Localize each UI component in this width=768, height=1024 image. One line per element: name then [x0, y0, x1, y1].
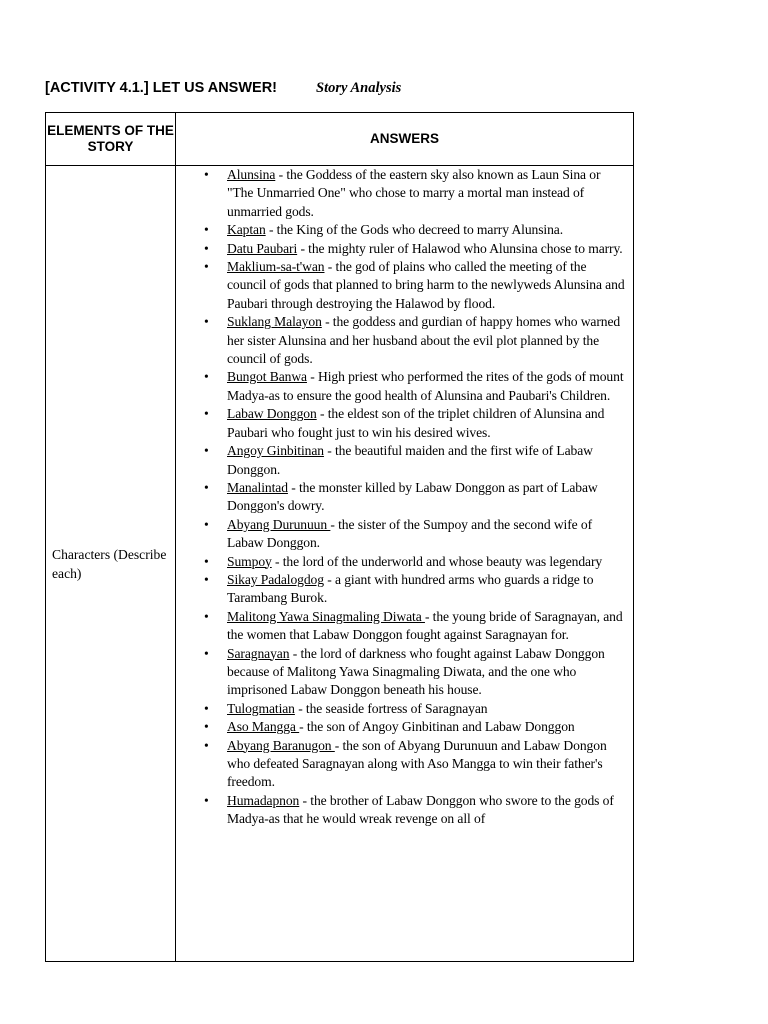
table-header-row	[46, 113, 634, 166]
table-row-characters	[46, 166, 634, 962]
character-name: Maklium-sa-t'wan	[227, 259, 325, 275]
bullet-icon: •	[204, 608, 209, 624]
bullet-icon: •	[204, 443, 209, 459]
activity-heading	[45, 80, 402, 97]
list-item	[176, 553, 633, 571]
character-description: - the sister of the Sumpoy and the second wife of Labaw Donggon.	[227, 516, 593, 551]
list-item	[176, 166, 633, 221]
header-answers: ANSWERS	[176, 113, 634, 166]
character-description: - the lord of darkness who fought against Labaw Donggon because of Malitong Yawa Sinagmaling Diwata, and the one who imprisoned Labaw Donggon beneath his house.	[227, 645, 605, 698]
list-item	[176, 645, 633, 700]
list-item	[176, 792, 633, 829]
list-item	[176, 571, 633, 608]
character-description: - the son of Angoy Ginbitinan and Labaw Donggon	[299, 719, 575, 735]
row-label-characters: Characters (Describe each)	[46, 166, 176, 962]
bullet-icon: •	[204, 737, 209, 753]
character-description: - the goddess and gurdian of happy homes who warned her sister Alunsina and her husband about the evil plot planned by the council of gods.	[227, 314, 621, 367]
character-name: Suklang Malayon	[227, 314, 322, 330]
character-description: - the brother of Labaw Donggon who swore to the gods of Madya-as that he would wreak revenge on all of	[227, 792, 614, 827]
character-name: Manalintad	[227, 479, 288, 495]
bullet-icon: •	[204, 571, 209, 587]
character-description: - the beautiful maiden and the first wife of Labaw Donggon.	[227, 443, 593, 477]
bullet-icon: •	[204, 700, 209, 716]
character-description: - the lord of the underworld and whose beauty was legendary	[271, 553, 603, 569]
bullet-icon: •	[204, 645, 209, 661]
character-name: Angoy Ginbitinan	[227, 443, 324, 459]
bullet-icon: •	[204, 553, 209, 569]
character-name: Malitong Yawa Sinagmaling Diwata	[227, 608, 425, 624]
character-name: Abyang Durunuun	[227, 516, 331, 532]
character-description: - the King of the Gods who decreed to marry Alunsina.	[265, 222, 564, 238]
character-description: - the mighty ruler of Halawod who Alunsina chose to marry.	[297, 240, 623, 256]
character-description: - the monster killed by Labaw Donggon as part of Labaw Donggon's dowry.	[227, 479, 598, 514]
character-name: Bungot Banwa	[227, 369, 307, 385]
list-item	[176, 240, 633, 258]
character-name: Labaw Donggon	[227, 406, 317, 422]
header-elements-of-the-story: ELEMENTS OF THE STORY	[46, 113, 176, 166]
bullet-icon: •	[204, 259, 209, 275]
character-description: - the Goddess of the eastern sky also known as Laun Sina or "The Unmarried One" who chose to marry a mortal man instead of unmarried gods.	[227, 167, 601, 219]
bullet-icon: •	[204, 222, 209, 238]
bullet-icon: •	[204, 719, 209, 735]
character-description: - the god of plains who called the meeting of the council of gods that planned to bring harm to the newlyweds Alunsina and Paubari through destroying the Halawod by flood.	[227, 259, 625, 311]
list-item	[176, 479, 633, 516]
list-item	[176, 718, 633, 736]
character-description: - the eldest son of the triplet children of Alunsina and Paubari who fought just to win his desired wives.	[227, 406, 605, 440]
character-name: Abyang Baranugon	[227, 737, 335, 753]
character-description: - High priest who performed the rites of the gods of mount Madya-as to ensure the good health of Alunsina and Paubari's Children.	[227, 369, 624, 403]
story-analysis-table	[45, 112, 634, 962]
character-name: Humadapnon	[227, 792, 300, 808]
bullet-icon: •	[204, 167, 209, 182]
character-description: - the son of Abyang Durunuun and Labaw Dongon who defeated Saragnayan along with Aso Mangga to win their father's freedom.	[227, 737, 607, 790]
answers-cell	[176, 166, 634, 962]
bullet-icon: •	[204, 516, 209, 532]
activity-title: [ACTIVITY 4.1.] LET US ANSWER!	[45, 80, 278, 96]
character-name: Datu Paubari	[227, 240, 298, 256]
character-description: - a giant with hundred arms who guards a ridge to Tarambang Burok.	[227, 571, 594, 606]
list-item	[176, 258, 633, 313]
character-name: Kaptan	[227, 222, 266, 238]
bullet-icon: •	[204, 369, 209, 385]
character-name: Alunsina	[227, 167, 276, 182]
character-name: Sikay Padalogdog	[227, 571, 324, 587]
list-item	[176, 368, 633, 405]
list-item	[176, 221, 633, 239]
list-item	[176, 442, 633, 479]
character-description: - the seaside fortress of Saragnayan	[294, 700, 488, 716]
character-description: - the young bride of Saragnayan, and the women that Labaw Donggon fought against Saragnayan for.	[227, 608, 623, 643]
character-name: Aso Mangga	[227, 719, 300, 735]
character-name: Sumpoy	[227, 553, 272, 569]
bullet-icon: •	[204, 792, 209, 808]
list-item	[176, 405, 633, 442]
bullet-icon: •	[204, 240, 209, 256]
list-item	[176, 516, 633, 553]
bullet-icon: •	[204, 479, 209, 495]
list-item	[176, 737, 633, 792]
list-item	[176, 608, 633, 645]
character-name: Tulogmatian	[227, 700, 295, 716]
activity-subtitle: Story Analysis	[316, 80, 402, 96]
bullet-icon: •	[204, 406, 209, 422]
list-item	[176, 313, 633, 368]
character-list	[176, 166, 633, 829]
list-item	[176, 700, 633, 718]
bullet-icon: •	[204, 314, 209, 330]
character-name: Saragnayan	[227, 645, 290, 661]
